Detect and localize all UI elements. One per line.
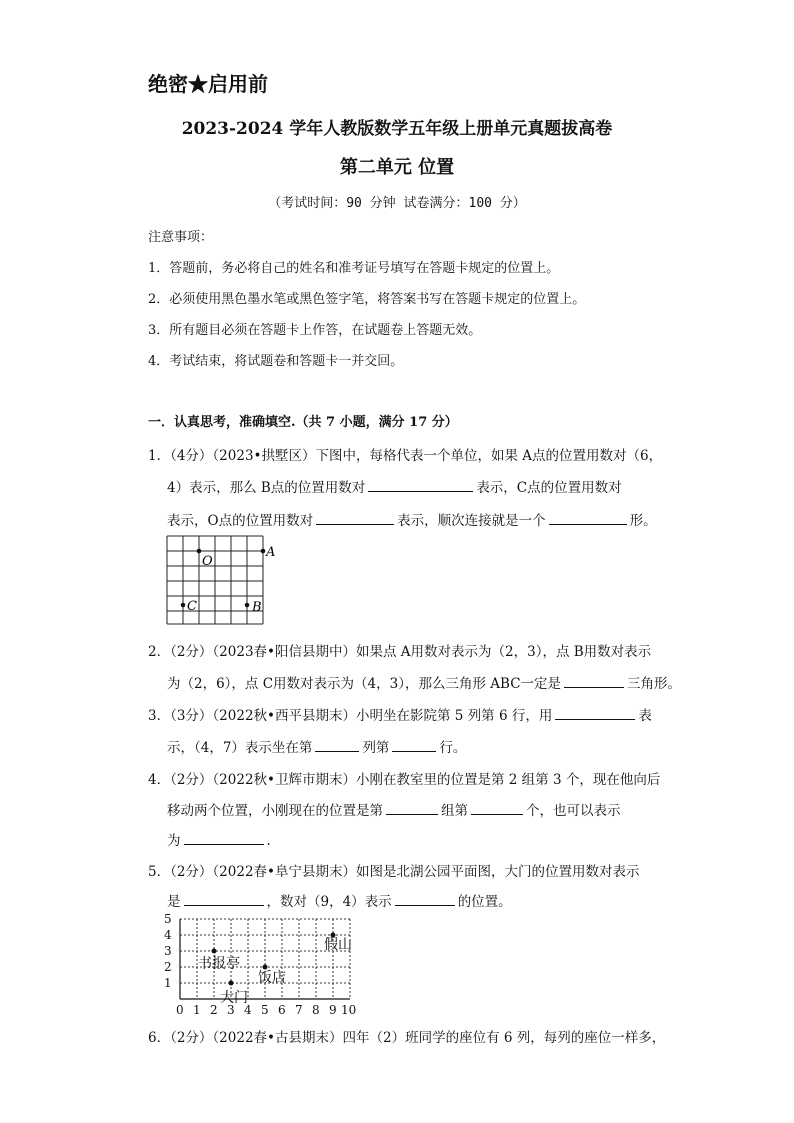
q3-line1 — [148, 704, 652, 724]
q5-blank-gate — [184, 891, 264, 906]
q6-line1: 6．（2分）（2022春•古县期末）四年（2）班同学的座位有 6 列，每列的座位一样多， — [148, 1030, 666, 1046]
exam-info: （考试时间：90 分钟 试卷满分：100 分） — [268, 196, 526, 211]
q1-text: 表示，顺次连接就是一个 — [397, 513, 546, 529]
x-tick: 6 — [278, 1003, 286, 1017]
q1-line3 — [167, 509, 657, 529]
q1-blank-o — [316, 510, 394, 525]
exam-title: 2023-2024 学年人教版数学五年级上册单元真题拔高卷 — [181, 119, 613, 139]
q1-text: 表示，O点的位置用数对 — [167, 513, 314, 529]
x-tick: 3 — [227, 1003, 235, 1017]
q3-text: 示，（4，7）表示坐在第 — [167, 740, 313, 756]
park-map-figure — [160, 910, 360, 1020]
y-tick: 5 — [164, 912, 172, 926]
q3-text: 列第 — [362, 740, 390, 756]
label-o: O — [202, 554, 213, 569]
note-item: 1．答题前，务必将自己的姓名和准考证号填写在答题卡规定的位置上。 — [148, 261, 560, 276]
x-tick: 1 — [193, 1003, 201, 1017]
x-tick: 2 — [210, 1003, 218, 1017]
note-item: 2．必须使用黑色墨水笔或黑色签字笔，将答案书写在答题卡规定的位置上。 — [148, 292, 586, 307]
kiosk-label: 书报亭 — [198, 956, 240, 972]
q4-blank-group — [386, 800, 438, 815]
q2-blank — [564, 673, 624, 688]
q5-text: ，数对（9，4）表示 — [266, 894, 392, 910]
q5-line1: 5．（2分）（2022春•阜宁县期末）如图是北湖公园平面图，大门的位置用数对表示 — [148, 864, 640, 880]
secret-mark: 绝密★启用前 — [148, 72, 268, 96]
y-tick: 2 — [164, 960, 172, 974]
q3-blank-row — [392, 737, 436, 752]
q4-blank-pair — [184, 830, 264, 845]
q1-text: 形。 — [629, 513, 657, 529]
q1-blank-shape — [549, 510, 627, 525]
q3-blank-pair — [555, 705, 635, 720]
x-tick: 10 — [341, 1003, 357, 1017]
point-o — [197, 549, 202, 554]
point-b — [245, 603, 250, 608]
point-c — [181, 603, 186, 608]
q3-text: 行。 — [439, 740, 467, 756]
q2-line1: 2．（2分）（2023春•阳信县期中）如果点 A用数对表示为（2，3），点 B用数对表示 — [148, 644, 652, 660]
y-tick: 1 — [164, 976, 172, 990]
notes-heading: 注意事项： — [148, 230, 214, 245]
q4-text: 为 — [167, 833, 181, 849]
q4-text: 移动两个位置，小刚现在的位置是第 — [167, 803, 383, 819]
note-item: 3．所有题目必须在答题卡上作答，在试题卷上答题无效。 — [148, 323, 482, 338]
q5-line2 — [167, 890, 512, 910]
q4-line2 — [167, 799, 621, 819]
q3-line2 — [167, 736, 466, 756]
x-tick: 8 — [312, 1003, 320, 1017]
q1-line2 — [167, 476, 622, 496]
x-tick: 0 — [176, 1003, 184, 1017]
section-heading: 一．认真思考，准确填空.（共 7 小题，满分 17 分） — [148, 415, 458, 430]
q4-text: 组第 — [441, 803, 468, 819]
y-tick: 4 — [164, 928, 172, 942]
q2-text: 三角形。 — [627, 676, 682, 692]
x-tick: 4 — [244, 1003, 252, 1017]
q3-blank-col — [315, 737, 359, 752]
q1-grid-figure — [166, 535, 281, 627]
gate-label: 大门 — [220, 990, 248, 1006]
q5-blank-place — [395, 891, 455, 906]
unit-subtitle: 第二单元 位置 — [339, 157, 455, 178]
q4-blank-seat — [471, 800, 523, 815]
q5-text: 是 — [167, 894, 181, 910]
y-tick: 3 — [164, 944, 172, 958]
q4-line3 — [167, 829, 271, 849]
q3-text: 3．（3分）（2022秋•西平县期末）小明坐在影院第 5 列第 6 行，用 — [148, 708, 553, 724]
q4-text: . — [266, 833, 271, 849]
q2-line2 — [167, 672, 681, 692]
q4-text: 个，也可以表示 — [526, 803, 621, 819]
restaurant-label: 饭店 — [258, 970, 286, 986]
q4-line1: 4．（2分）（2022秋•卫辉市期末）小刚在教室里的位置是第 2 组第 3 个，现在他向后 — [148, 772, 661, 788]
gate-point — [229, 981, 234, 986]
note-item: 4．考试结束，将试题卷和答题卡一并交回。 — [148, 354, 404, 369]
hill-label: 假山 — [324, 937, 352, 953]
restaurant-point — [263, 965, 268, 970]
label-a: A — [266, 545, 276, 560]
q1-blank-b — [368, 477, 473, 492]
x-tick: 7 — [295, 1003, 303, 1017]
x-tick: 5 — [261, 1003, 269, 1017]
point-a — [261, 549, 266, 554]
x-tick: 9 — [329, 1003, 337, 1017]
q1-text: 表示，C点的位置用数对 — [476, 480, 622, 496]
label-b: B — [252, 600, 262, 615]
kiosk-point — [212, 949, 217, 954]
label-c: C — [187, 599, 197, 614]
q3-text: 表 — [638, 708, 652, 724]
q2-text: 为（2，6），点 C用数对表示为（4，3），那么三角形 ABC一定是 — [167, 676, 562, 692]
q5-text: 的位置。 — [457, 894, 512, 910]
q1-text: 4）表示，那么 B点的位置用数对 — [167, 480, 366, 496]
q1-line1: 1．（4分）（2023•拱墅区）下图中，每格代表一个单位，如果 A点的位置用数对（6， — [148, 448, 663, 464]
